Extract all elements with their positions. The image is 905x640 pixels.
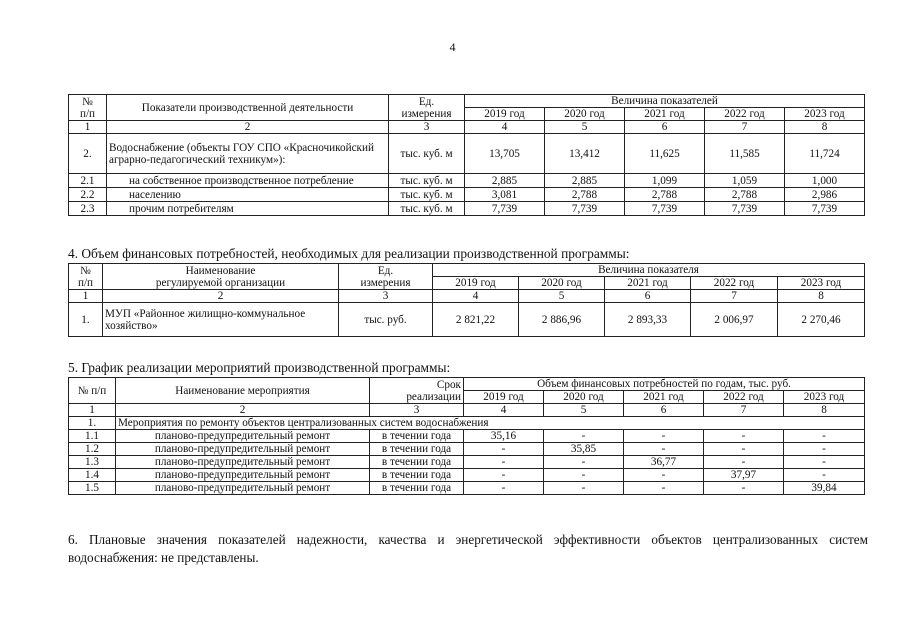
year-header: 2023 год xyxy=(785,108,865,121)
row-value: - xyxy=(784,443,865,456)
table-row xyxy=(69,469,865,482)
row-value: - xyxy=(704,456,784,469)
row-value: 2 821,22 xyxy=(433,303,519,337)
col-num: 8 xyxy=(785,121,865,134)
row-unit: тыс. куб. м xyxy=(389,188,465,202)
year-header: 2023 год xyxy=(784,391,865,404)
year-header: 2022 год xyxy=(704,391,784,404)
year-header: 2020 год xyxy=(544,391,624,404)
row-value: - xyxy=(704,482,784,495)
year-header: 2020 год xyxy=(545,108,625,121)
header-unit-line2: измерения xyxy=(401,107,452,120)
row-value: - xyxy=(624,482,704,495)
header-no-line1: № xyxy=(80,264,91,277)
table-row xyxy=(69,303,865,337)
row-value: 1,059 xyxy=(705,174,785,188)
row-unit: тыс. куб. м xyxy=(389,174,465,188)
section-6-text: 6. Плановые значения показателей надежности, качества и энергетической эффективности объектов централизованных систем водоснабжения: не представлены. xyxy=(68,532,868,565)
group-row xyxy=(69,417,865,430)
row-term: в течении года xyxy=(370,469,464,482)
row-name: планово-предупредительный ремонт xyxy=(116,456,370,469)
col-num: 5 xyxy=(544,404,624,417)
col-num: 6 xyxy=(625,121,705,134)
row-value: 11,585 xyxy=(705,134,785,174)
year-header: 2019 год xyxy=(465,108,545,121)
row-value: - xyxy=(544,430,624,443)
table-row xyxy=(69,482,865,495)
row-value: - xyxy=(464,482,544,495)
row-value: 7,739 xyxy=(465,202,545,216)
row-name: МУП «Районное жилищно-коммунальное хозяйство» xyxy=(103,303,339,337)
header-term xyxy=(370,378,464,404)
row-unit: тыс. куб. м xyxy=(389,134,465,174)
group-no: 1. xyxy=(69,417,116,430)
col-num: 8 xyxy=(778,290,865,303)
row-no: 2.1 xyxy=(69,174,107,188)
row-name: планово-предупредительный ремонт xyxy=(116,469,370,482)
col-num: 8 xyxy=(784,404,865,417)
row-name: планово-предупредительный ремонт xyxy=(116,443,370,456)
row-value: 2 270,46 xyxy=(778,303,865,337)
header-unit-line2: измерения xyxy=(360,276,411,289)
row-name: населению xyxy=(107,188,389,202)
year-header: 2022 год xyxy=(705,108,785,121)
row-value: 7,739 xyxy=(545,202,625,216)
header-org-line2: регулируемой организации xyxy=(155,276,286,289)
table-row xyxy=(69,456,865,469)
row-value: - xyxy=(544,469,624,482)
row-value: 2,788 xyxy=(545,188,625,202)
col-num: 3 xyxy=(339,290,433,303)
row-value: 1,099 xyxy=(625,174,705,188)
production-indicators-table xyxy=(68,94,865,216)
row-value: 2,788 xyxy=(705,188,785,202)
row-value: 2,885 xyxy=(545,174,625,188)
row-unit: тыс. руб. xyxy=(339,303,433,337)
col-num: 5 xyxy=(519,290,605,303)
header-no xyxy=(69,95,107,121)
row-value: - xyxy=(784,456,865,469)
row-term: в течении года xyxy=(370,482,464,495)
row-term: в течении года xyxy=(370,456,464,469)
col-num: 3 xyxy=(370,404,464,417)
col-num: 4 xyxy=(465,121,545,134)
header-term-line2: реализации xyxy=(406,390,461,403)
table-row xyxy=(69,430,865,443)
year-header: 2021 год xyxy=(625,108,705,121)
row-value: 2,986 xyxy=(785,188,865,202)
row-value: 2,885 xyxy=(465,174,545,188)
header-unit-line1: Ед. xyxy=(418,95,435,108)
col-num: 5 xyxy=(545,121,625,134)
row-no: 2. xyxy=(69,134,107,174)
col-num: 2 xyxy=(103,290,339,303)
header-name: Наименование мероприятия xyxy=(116,378,370,404)
column-number-row xyxy=(69,121,865,134)
header-no-line1: № xyxy=(82,95,93,108)
row-value: - xyxy=(784,469,865,482)
row-value: 35,85 xyxy=(544,443,624,456)
row-value: 2 006,97 xyxy=(691,303,778,337)
year-header: 2022 год xyxy=(691,277,778,290)
row-value: 7,739 xyxy=(625,202,705,216)
year-header: 2019 год xyxy=(464,391,544,404)
header-no xyxy=(69,264,103,290)
col-num: 6 xyxy=(605,290,691,303)
group-name: Мероприятия по ремонту объектов централизованных систем водоснабжения xyxy=(116,417,865,430)
header-value: Объем финансовых потребностей по годам, тыс. руб. xyxy=(464,378,865,391)
row-value: 13,412 xyxy=(545,134,625,174)
row-value: - xyxy=(784,430,865,443)
year-header: 2019 год xyxy=(433,277,519,290)
header-indicator: Показатели производственной деятельности xyxy=(107,95,389,121)
year-header: 2021 год xyxy=(605,277,691,290)
row-value: - xyxy=(544,456,624,469)
row-name: планово-предупредительный ремонт xyxy=(116,482,370,495)
row-no: 2.3 xyxy=(69,202,107,216)
row-value: 11,625 xyxy=(625,134,705,174)
header-unit-line1: Ед. xyxy=(377,264,394,277)
header-unit xyxy=(389,95,465,121)
header-no-line2: п/п xyxy=(77,276,94,289)
row-value: 2 886,96 xyxy=(519,303,605,337)
header-term-line1: Срок xyxy=(436,378,461,391)
row-unit: тыс. куб. м xyxy=(389,202,465,216)
col-num: 7 xyxy=(691,290,778,303)
header-no-line2: п/п xyxy=(79,107,96,120)
table-row xyxy=(69,188,865,202)
row-value: - xyxy=(624,443,704,456)
column-number-row xyxy=(69,290,865,303)
row-value: 2 893,33 xyxy=(605,303,691,337)
col-num: 4 xyxy=(433,290,519,303)
row-value: 39,84 xyxy=(784,482,865,495)
header-value: Величина показателя xyxy=(433,264,865,277)
year-header: 2021 год xyxy=(624,391,704,404)
table-row xyxy=(69,174,865,188)
row-no: 1.4 xyxy=(69,469,116,482)
row-value: 2,788 xyxy=(625,188,705,202)
col-num: 1 xyxy=(69,404,116,417)
header-unit xyxy=(339,264,433,290)
page-number: 4 xyxy=(449,40,456,54)
row-value: 13,705 xyxy=(465,134,545,174)
row-term: в течении года xyxy=(370,443,464,456)
column-number-row xyxy=(69,404,865,417)
row-no: 1. xyxy=(69,303,103,337)
row-value: 36,77 xyxy=(624,456,704,469)
row-value: 37,97 xyxy=(704,469,784,482)
col-num: 2 xyxy=(116,404,370,417)
year-header: 2023 год xyxy=(778,277,865,290)
col-num: 4 xyxy=(464,404,544,417)
row-no: 1.5 xyxy=(69,482,116,495)
row-no: 1.3 xyxy=(69,456,116,469)
header-org-line1: Наименование xyxy=(185,264,256,277)
row-value: - xyxy=(464,443,544,456)
row-value: - xyxy=(544,482,624,495)
row-value: 7,739 xyxy=(705,202,785,216)
col-num: 7 xyxy=(705,121,785,134)
row-no: 1.2 xyxy=(69,443,116,456)
header-value: Величина показателей xyxy=(465,95,865,108)
row-value: 1,000 xyxy=(785,174,865,188)
row-value: 11,724 xyxy=(785,134,865,174)
header-no: № п/п xyxy=(69,378,116,404)
row-no: 2.2 xyxy=(69,188,107,202)
schedule-table xyxy=(68,377,865,495)
col-num: 6 xyxy=(624,404,704,417)
row-name: Водоснабжение (объекты ГОУ СПО «Красночикойский аграрно-педагогический техникум»): xyxy=(107,134,389,174)
row-no: 1.1 xyxy=(69,430,116,443)
col-num: 1 xyxy=(69,290,103,303)
row-term: в течении года xyxy=(370,430,464,443)
row-value: - xyxy=(624,430,704,443)
col-num: 1 xyxy=(69,121,107,134)
table-row xyxy=(69,202,865,216)
row-value: - xyxy=(464,469,544,482)
table-row xyxy=(69,134,865,174)
row-value: 3,081 xyxy=(465,188,545,202)
row-value: - xyxy=(464,456,544,469)
col-num: 3 xyxy=(389,121,465,134)
row-name: прочим потребителям xyxy=(107,202,389,216)
financial-needs-table xyxy=(68,263,865,337)
section-4-title: 4. Объем финансовых потребностей, необходимых для реализации производственной программы: xyxy=(68,246,630,261)
header-org xyxy=(103,264,339,290)
row-value: - xyxy=(624,469,704,482)
col-num: 2 xyxy=(107,121,389,134)
row-name: планово-предупредительный ремонт xyxy=(116,430,370,443)
row-value: - xyxy=(704,430,784,443)
row-value: 35,16 xyxy=(464,430,544,443)
row-value: 7,739 xyxy=(785,202,865,216)
col-num: 7 xyxy=(704,404,784,417)
year-header: 2020 год xyxy=(519,277,605,290)
table-row xyxy=(69,443,865,456)
row-name: на собственное производственное потребление xyxy=(107,174,389,188)
row-value: - xyxy=(704,443,784,456)
section-5-title: 5. График реализации мероприятий производственной программы: xyxy=(68,360,451,375)
